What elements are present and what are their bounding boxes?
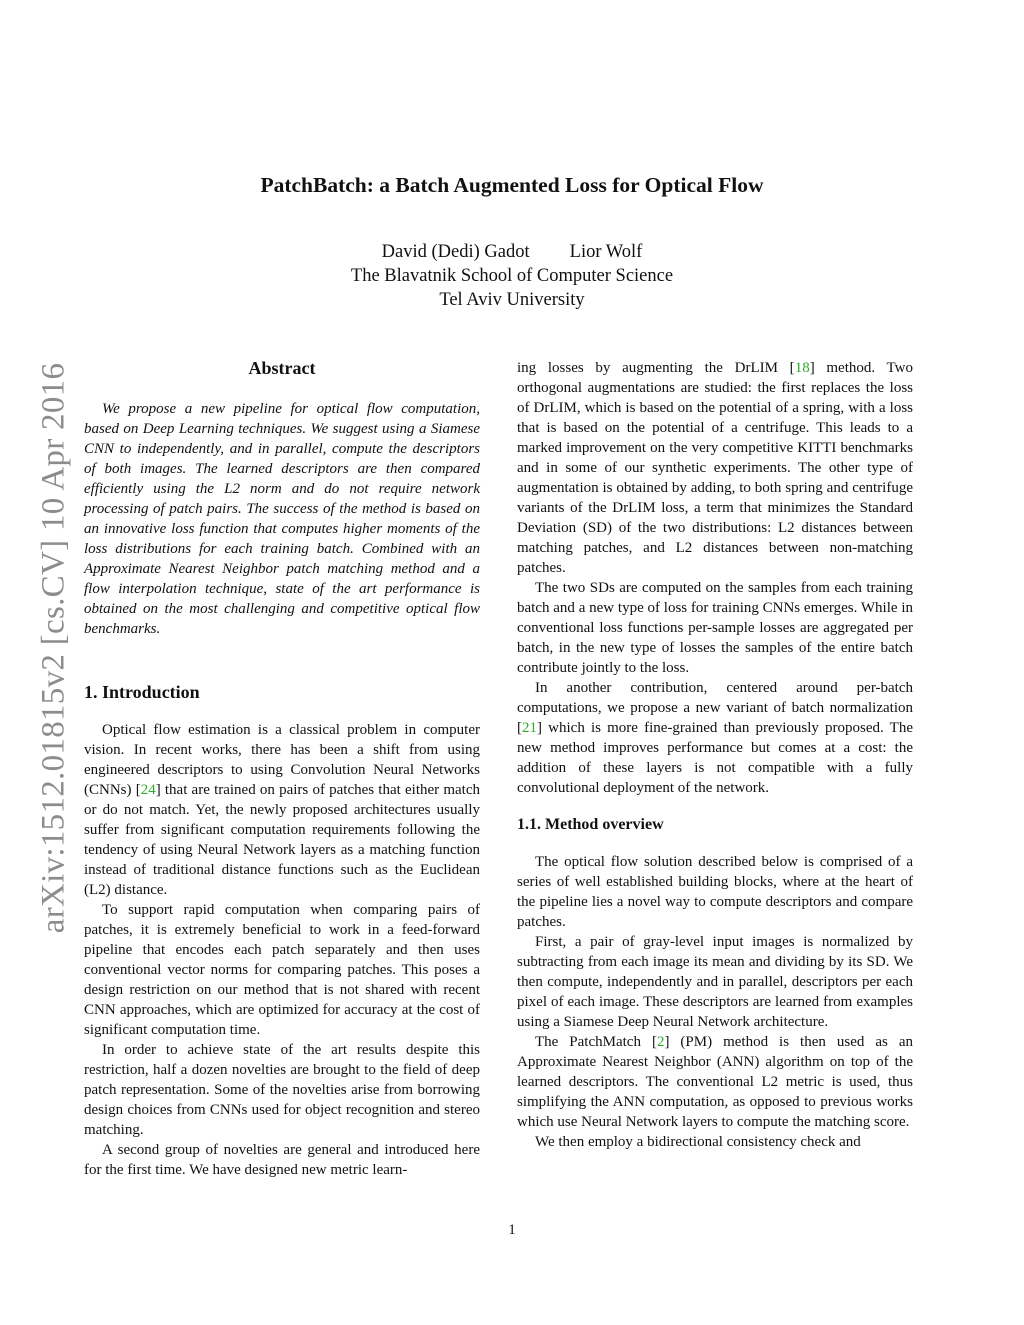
method-paragraph: The optical flow solution described below is comprised of a series of well established building blocks, where at the heart of the pipeline lies a novel way to compute descriptors and compare patches. — [517, 854, 913, 930]
citation-link[interactable]: 2 — [656, 1034, 665, 1050]
intro-paragraph: To support rapid computation when comparing pairs of patches, it is extremely beneficial to work in a feed-forward pipeline that encodes each patch separately and then uses conventional vector norms for comparing patches. This poses a design restriction on our method that is not shared with recent CNN approaches, which are optimized for accuracy at the cost of significant computation time. — [84, 902, 480, 1038]
subsection-heading-method-overview: 1.1. Method overview — [517, 816, 664, 833]
author-name: David (Dedi) Gadot — [381, 242, 530, 262]
author-names — [0, 240, 1024, 264]
intro-paragraph: Optical flow estimation is a classical problem in computer vision. In recent works, there has been a shift from using engineered descriptors to using Convolution Neural Networks (CNNs) [24] that are trained on pairs of patches that either match or do not match. Yet, the newly proposed architectures usually suffer from significant computation requirements following the tendency of using Neural Network layers as a matching function instead of traditional distance functions such as the Euclidean (L2) distance. — [84, 722, 480, 898]
intro-paragraph: The two SDs are computed on the samples from each training batch and a new type of loss for training CNNs emerges. While in conventional loss functions per-sample losses are aggregated per batch, in the new type of losses the samples of the entire batch contribute jointly to the loss. — [517, 580, 913, 676]
citation-link[interactable]: 18 — [794, 360, 810, 376]
left-column — [84, 356, 480, 1180]
abstract-body: We propose a new pipeline for optical flow computation, based on Deep Learning techniques. We suggest using a Siamese CNN to independently, and in parallel, compute the descriptors of both images. The learned descriptors are then compared efficiently using the L2 norm and do not require network processing of patch pairs. The success of the method is based on an innovative loss function that computes higher moments of the loss distributions for each training batch. Combined with an Approximate Nearest Neighbor patch matching method and a flow interpolation technique, state of the art performance is obtained on the most challenging and competitive optical flow benchmarks. — [84, 401, 480, 637]
method-paragraph: The PatchMatch [2] (PM) method is then used as an Approximate Nearest Neighbor (ANN) algorithm on top of the learned descriptors. The conventional L2 metric is used, thus simplifying the ANN computation, as opposed to previous works which use Neural Network layers to compute the matching score. — [517, 1034, 913, 1130]
author-affiliation: The Blavatnik School of Computer Science — [350, 266, 674, 286]
citation-link[interactable]: 24 — [140, 782, 156, 798]
right-column — [517, 358, 913, 1152]
method-paragraph: First, a pair of gray-level input images is normalized by subtracting from each image its mean and dividing by its SD. We then compute, independently and in parallel, descriptors per each pixel of each image. These descriptors are learned from examples using a Siamese Deep Neural Network architecture. — [517, 934, 913, 1030]
author-university: Tel Aviv University — [439, 290, 585, 310]
author-block — [0, 240, 1024, 312]
page-number: 1 — [508, 1222, 516, 1238]
arxiv-identifier: arXiv:1512.01815v2 [cs.CV] 10 Apr 2016 — [35, 362, 72, 934]
intro-paragraph: In order to achieve state of the art results despite this restriction, half a dozen novelties are brought to the field of deep patch representation. Some of the novelties arise from borrowing design choices from CNNs used for object recognition and stereo matching. — [84, 1042, 480, 1138]
paper-title: PatchBatch: a Batch Augmented Loss for Optical Flow — [260, 173, 764, 197]
author-name: Lior Wolf — [569, 242, 643, 262]
citation-link[interactable]: 21 — [522, 720, 537, 736]
intro-paragraph: In another contribution, centered around per-batch computations, we propose a new variant of batch normalization [21] which is more fine-grained than previously proposed. The new method improves performance but comes at a cost: the addition of these layers is not compatible with a fully convolutional deployment of the network. — [517, 680, 913, 796]
method-paragraph: We then employ a bidirectional consistency check and — [535, 1134, 861, 1150]
intro-paragraph: ing losses by augmenting the DrLIM [18] method. Two orthogonal augmentations are studied: the first replaces the loss of DrLIM, which is based on the potential of a spring, with a loss that is based on the potential of a centrifuge. This leads to a marked improvement on the very competitive KITTI benchmarks and in some of our synthetic experiments. The other type of augmentation is obtained by adding, to both spring and centrifuge variants of the DrLIM loss, a term that minimizes the Standard Deviation (SD) of the two distributions: L2 distances between matching patches, and L2 distances between non-matching patches. — [517, 360, 914, 576]
intro-paragraph: A second group of novelties are general and introduced here for the first time. We have designed new metric learn- — [84, 1142, 480, 1178]
section-heading-introduction: 1. Introduction — [84, 682, 200, 702]
abstract-heading: Abstract — [248, 358, 316, 378]
